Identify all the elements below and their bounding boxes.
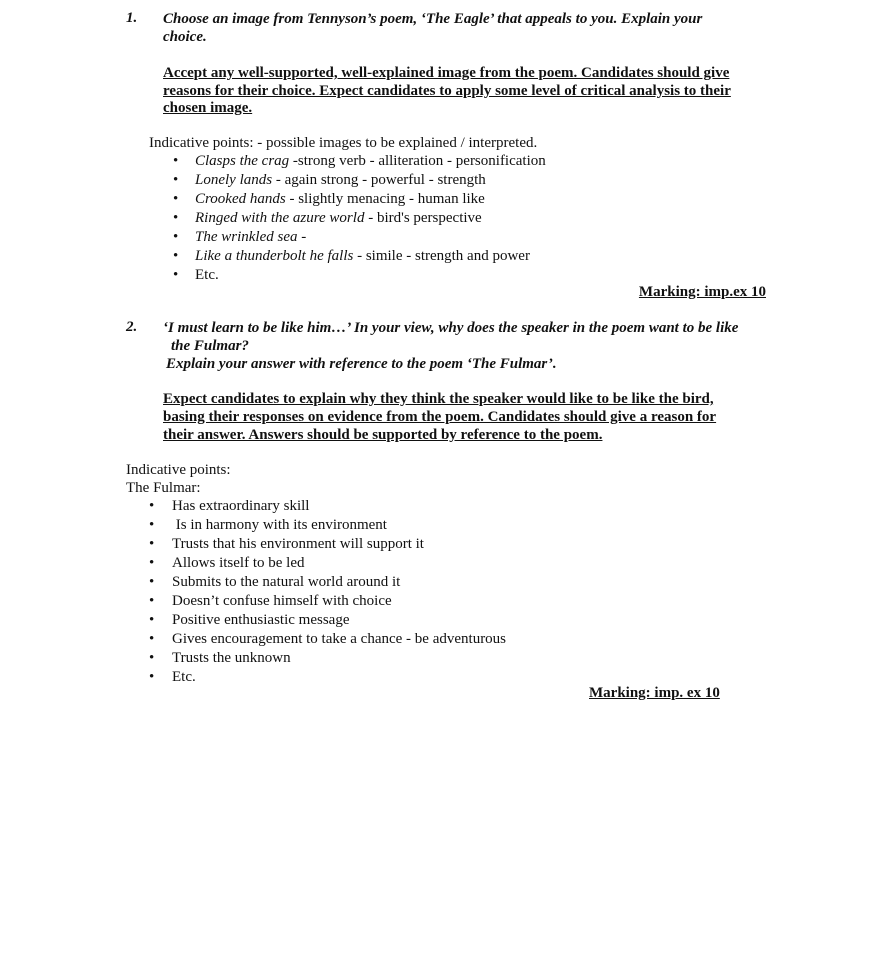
question-1-indicative-intro: Indicative points: - possible images to be explained / interpreted. <box>149 135 538 151</box>
list-item <box>149 668 506 687</box>
list-item <box>173 228 546 247</box>
list-item <box>173 152 546 171</box>
point-text: Allows itself to be led <box>172 555 305 571</box>
quoted-image: Like a thunderbolt he falls <box>195 248 354 264</box>
list-item <box>149 516 506 535</box>
bullet-icon: • <box>149 574 155 590</box>
question-1-prompt-line-2: choice. <box>163 29 207 45</box>
bullet-icon: • <box>173 172 179 188</box>
question-2-prompt-line-3: Explain your answer with reference to the poem ‘The Fulmar’. <box>166 356 557 372</box>
list-item <box>149 554 506 573</box>
question-2-prompt-line-2: the Fulmar? <box>171 338 249 354</box>
bullet-icon: • <box>149 498 155 514</box>
list-item <box>149 497 506 516</box>
point-text: Gives encouragement to take a chance - be adventurous <box>172 631 507 647</box>
question-1-guidance-line-1: Accept any well-supported, well-explained image from the poem. Candidates should give <box>163 65 730 81</box>
bullet-icon: • <box>173 267 179 283</box>
point-text: Trusts the unknown <box>172 650 291 666</box>
point-text: Trusts that his environment will support it <box>172 536 424 552</box>
question-2-number: 2. <box>126 319 138 335</box>
question-2-guidance-line-2: basing their responses on evidence from the poem. Candidates should give a reason for <box>163 409 717 425</box>
bullet-icon: • <box>173 153 179 169</box>
point-explanation: Etc. <box>195 267 219 283</box>
list-item <box>173 266 546 285</box>
quoted-image: The wrinkled sea - <box>195 229 307 245</box>
bullet-icon: • <box>149 612 155 628</box>
point-explanation: - simile - strength and power <box>353 248 530 264</box>
bullet-icon: • <box>149 555 155 571</box>
bullet-icon: • <box>173 229 179 245</box>
bullet-icon: • <box>149 650 155 666</box>
point-text: Positive enthusiastic message <box>172 612 350 628</box>
point-text: Submits to the natural world around it <box>172 574 401 590</box>
list-item <box>149 573 506 592</box>
question-2-marking: Marking: imp. ex 10 <box>589 685 720 701</box>
list-item <box>149 592 506 611</box>
list-item <box>173 171 546 190</box>
bullet-icon: • <box>149 536 155 552</box>
question-1-prompt-line-1: Choose an image from Tennyson’s poem, ‘The Eagle’ that appeals to you. Explain your <box>163 11 703 27</box>
question-2-points-list <box>149 497 506 687</box>
point-text: Is in harmony with its environment <box>172 517 387 533</box>
point-text: Has extraordinary skill <box>172 498 310 514</box>
question-2-subject: The Fulmar: <box>126 480 201 496</box>
bullet-icon: • <box>173 210 179 226</box>
point-explanation: - bird's perspective <box>364 210 482 226</box>
question-2-prompt-line-1: ‘I must learn to be like him…’ In your view, why does the speaker in the poem want to be like <box>163 320 739 336</box>
list-item <box>149 535 506 554</box>
bullet-icon: • <box>149 517 155 533</box>
quoted-image: Clasps the crag <box>195 153 290 169</box>
question-1-points-list <box>173 152 546 285</box>
question-2-guidance-line-3: their answer. Answers should be supported by reference to the poem. <box>163 427 603 443</box>
list-item <box>173 247 546 266</box>
question-1-marking: Marking: imp.ex 10 <box>638 284 766 300</box>
list-item <box>149 630 506 649</box>
bullet-icon: • <box>173 191 179 207</box>
point-explanation: - slightly menacing - human like <box>285 191 485 207</box>
list-item <box>173 209 546 228</box>
point-text: Etc. <box>172 669 196 685</box>
bullet-icon: • <box>149 669 155 685</box>
question-1-number: 1. <box>126 10 138 26</box>
bullet-icon: • <box>149 593 155 609</box>
question-1-guidance-line-2: reasons for their choice. Expect candidates to apply some level of critical analysis to their <box>163 83 731 99</box>
point-explanation: - again strong - powerful - strength <box>272 172 486 188</box>
bullet-icon: • <box>173 248 179 264</box>
list-item <box>173 190 546 209</box>
question-2-guidance-line-1: Expect candidates to explain why they think the speaker would like to be like the bird, <box>163 391 714 407</box>
point-text: Doesn’t confuse himself with choice <box>172 593 392 609</box>
question-1-guidance-line-3: chosen image. <box>163 100 253 116</box>
question-2-indicative-intro: Indicative points: <box>126 462 231 478</box>
quoted-image: Lonely lands <box>195 172 273 188</box>
list-item <box>149 649 506 668</box>
list-item <box>149 611 506 630</box>
quoted-image: Crooked hands <box>195 191 286 207</box>
quoted-image: Ringed with the azure world <box>195 210 365 226</box>
point-explanation: -strong verb - alliteration - personification <box>289 153 546 169</box>
bullet-icon: • <box>149 631 155 647</box>
